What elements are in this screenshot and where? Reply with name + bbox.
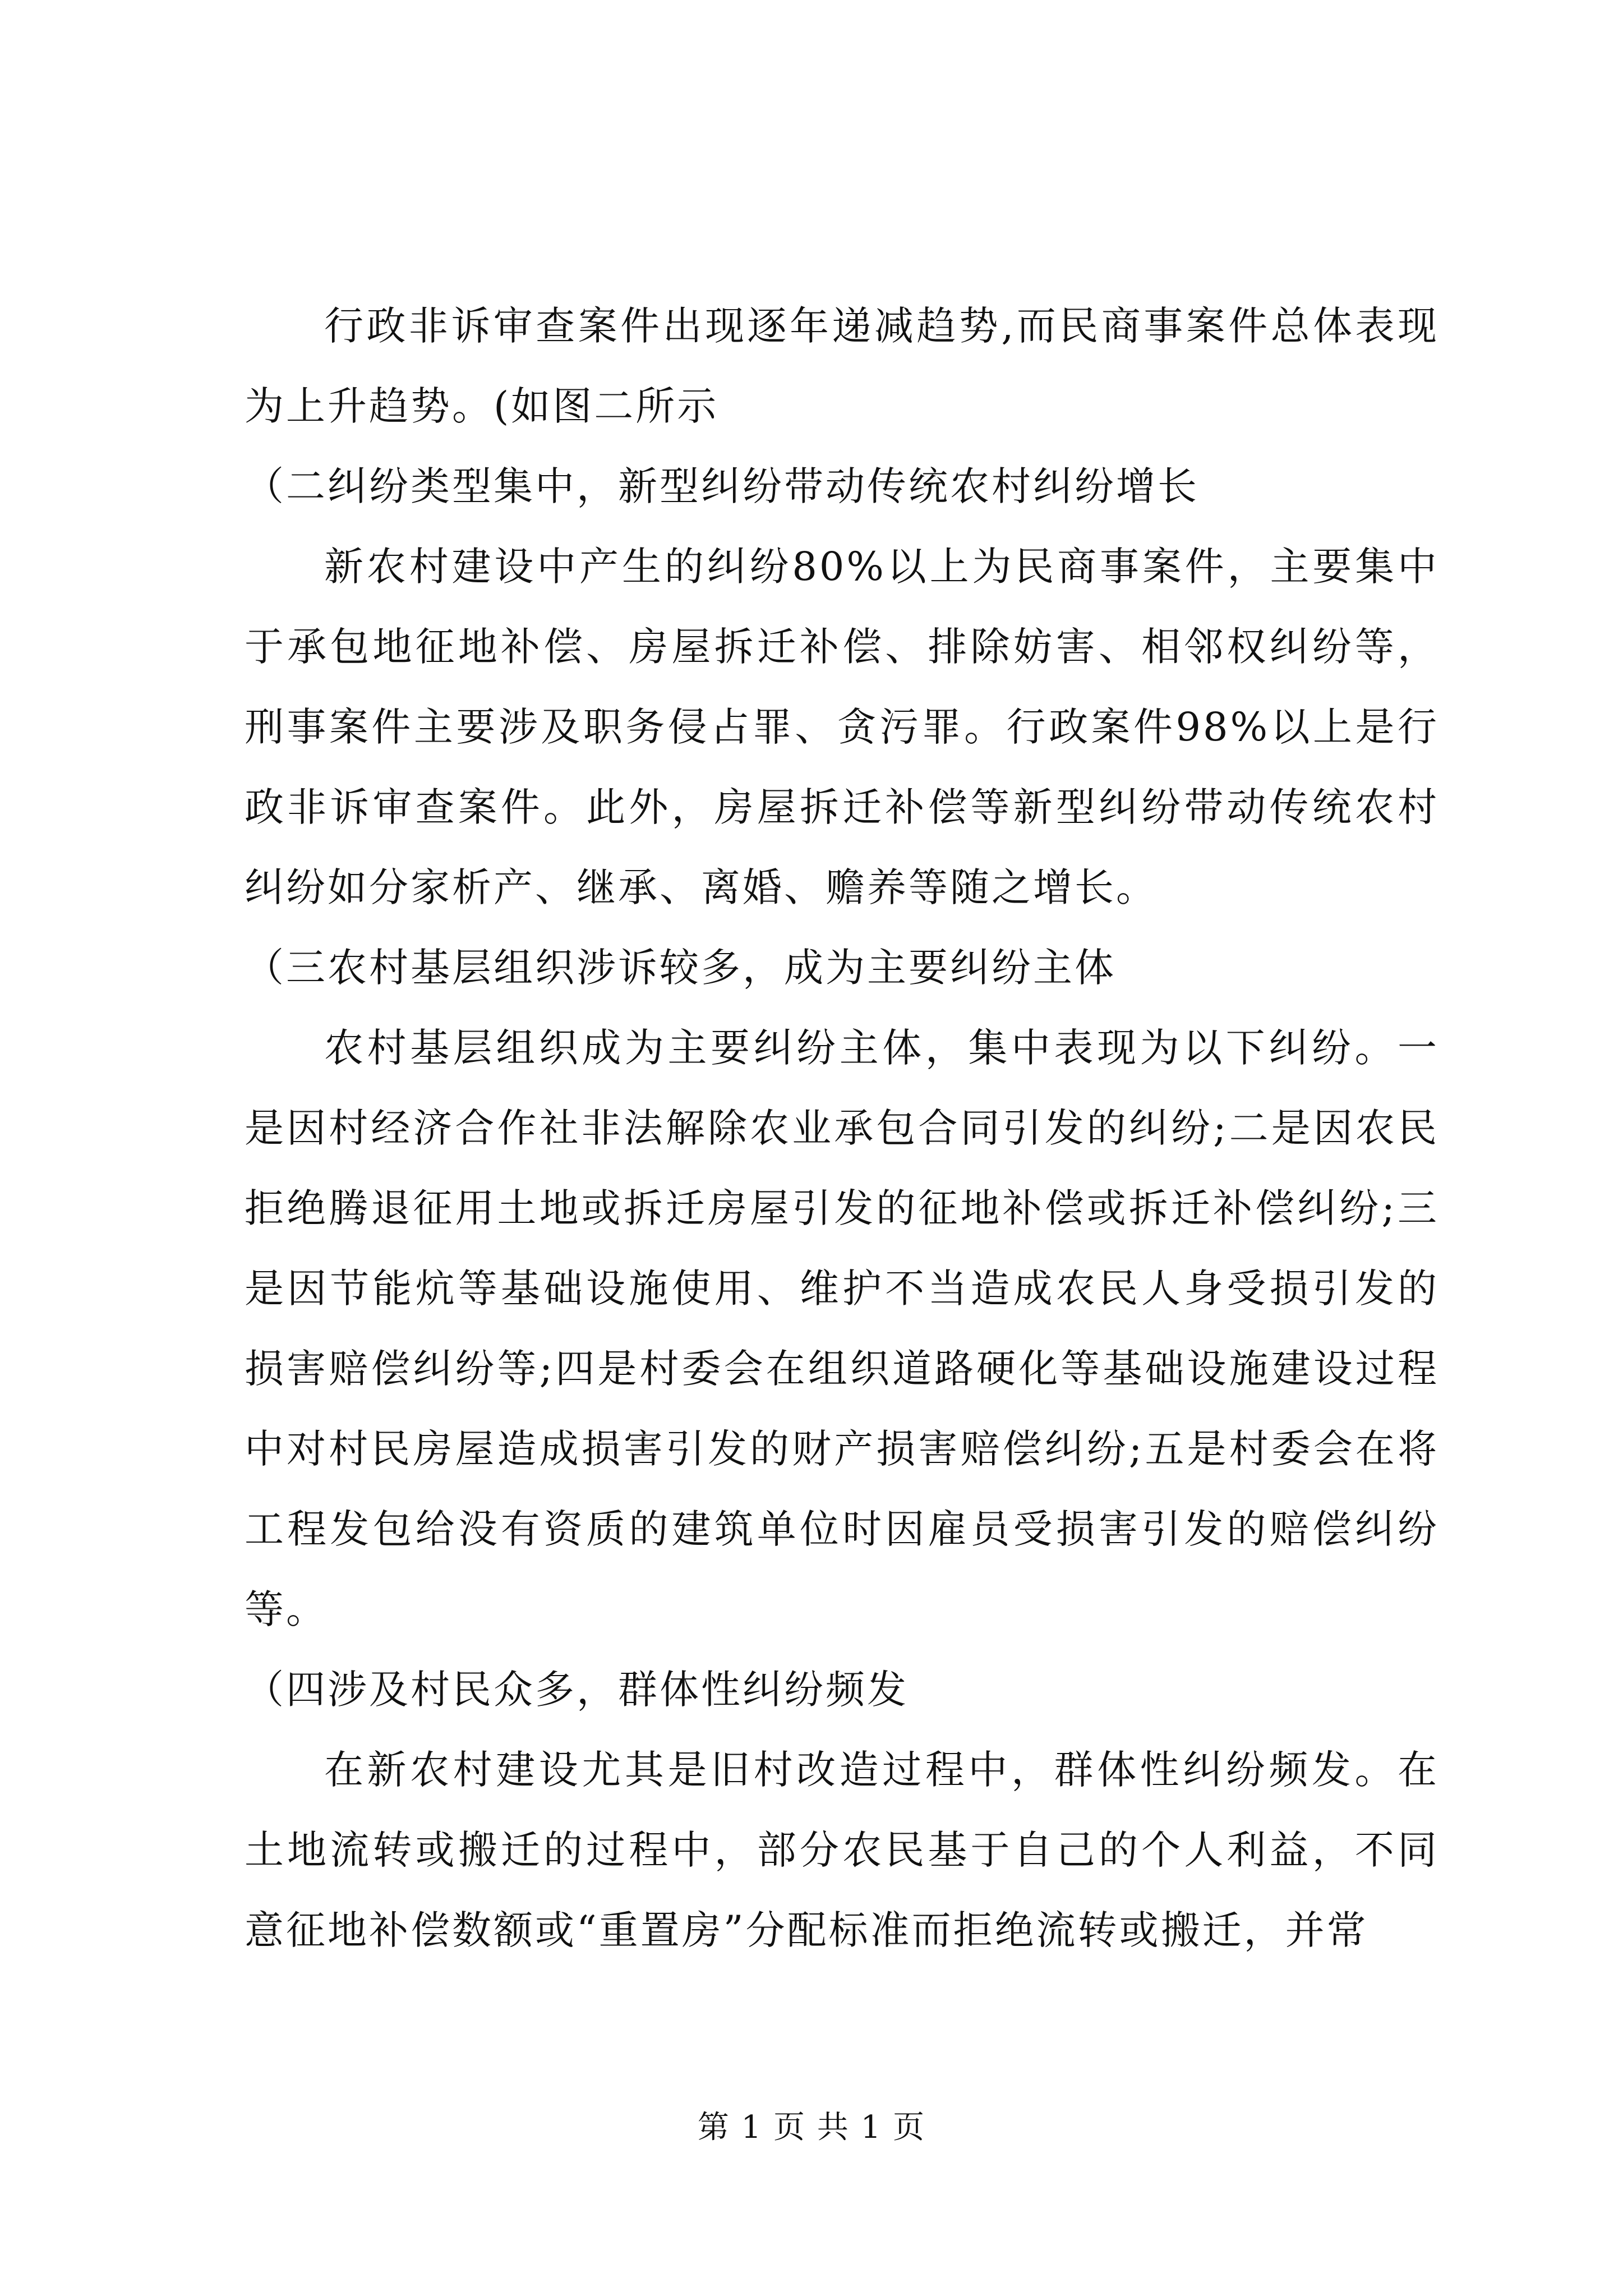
paragraph-trend: 行政非诉审查案件出现逐年递减趋势,而民商事案件总体表现为上升趋势。(如图二所示	[245, 303, 1439, 429]
document-body	[245, 286, 1439, 1971]
section-heading-2: （二纠纷类型集中，新型纠纷带动传统农村纠纷增长	[245, 463, 1199, 509]
paragraph-dispute-types: 新农村建设中产生的纠纷80%以上为民商事案件，主要集中于承包地征地补偿、房屋拆迁补偿、排除妨害、相邻权纠纷等，刑事案件主要涉及职务侵占罪、贪污罪。行政案件98%以上是行政非诉审查案件。此外，房屋拆迁补偿等新型纠纷带动传统农村纠纷如分家析产、继承、离婚、赡养等随之增长。	[245, 544, 1439, 910]
page-number-footer: 第 1 页 共 1 页	[697, 2109, 926, 2146]
section-heading-4: （四涉及村民众多，群体性纠纷频发	[245, 1667, 909, 1713]
paragraph-grassroots-organizations: 农村基层组织成为主要纠纷主体，集中表现为以下纠纷。一是因村经济合作社非法解除农业承包合同引发的纠纷;二是因农民拒绝腾退征用土地或拆迁房屋引发的征地补偿或拆迁补偿纠纷;三是因节能炕等基础设施使用、维护不当造成农民人身受损引发的损害赔偿纠纷等;四是村委会在组织道路硬化等基础设施建设过程中对村民房屋造成损害引发的财产损害赔偿纠纷;五是村委会在将工程发包给没有资质的建筑单位时因雇员受损害引发的赔偿纠纷等。	[245, 1025, 1439, 1632]
section-heading-3: （三农村基层组织涉诉较多，成为主要纠纷主体	[245, 945, 1116, 991]
paragraph-group-disputes: 在新农村建设尤其是旧村改造过程中，群体性纠纷频发。在土地流转或搬迁的过程中，部分农民基于自己的个人利益，不同意征地补偿数额或“重置房”分配标准而拒绝流转或搬迁，并常	[245, 1747, 1439, 1953]
